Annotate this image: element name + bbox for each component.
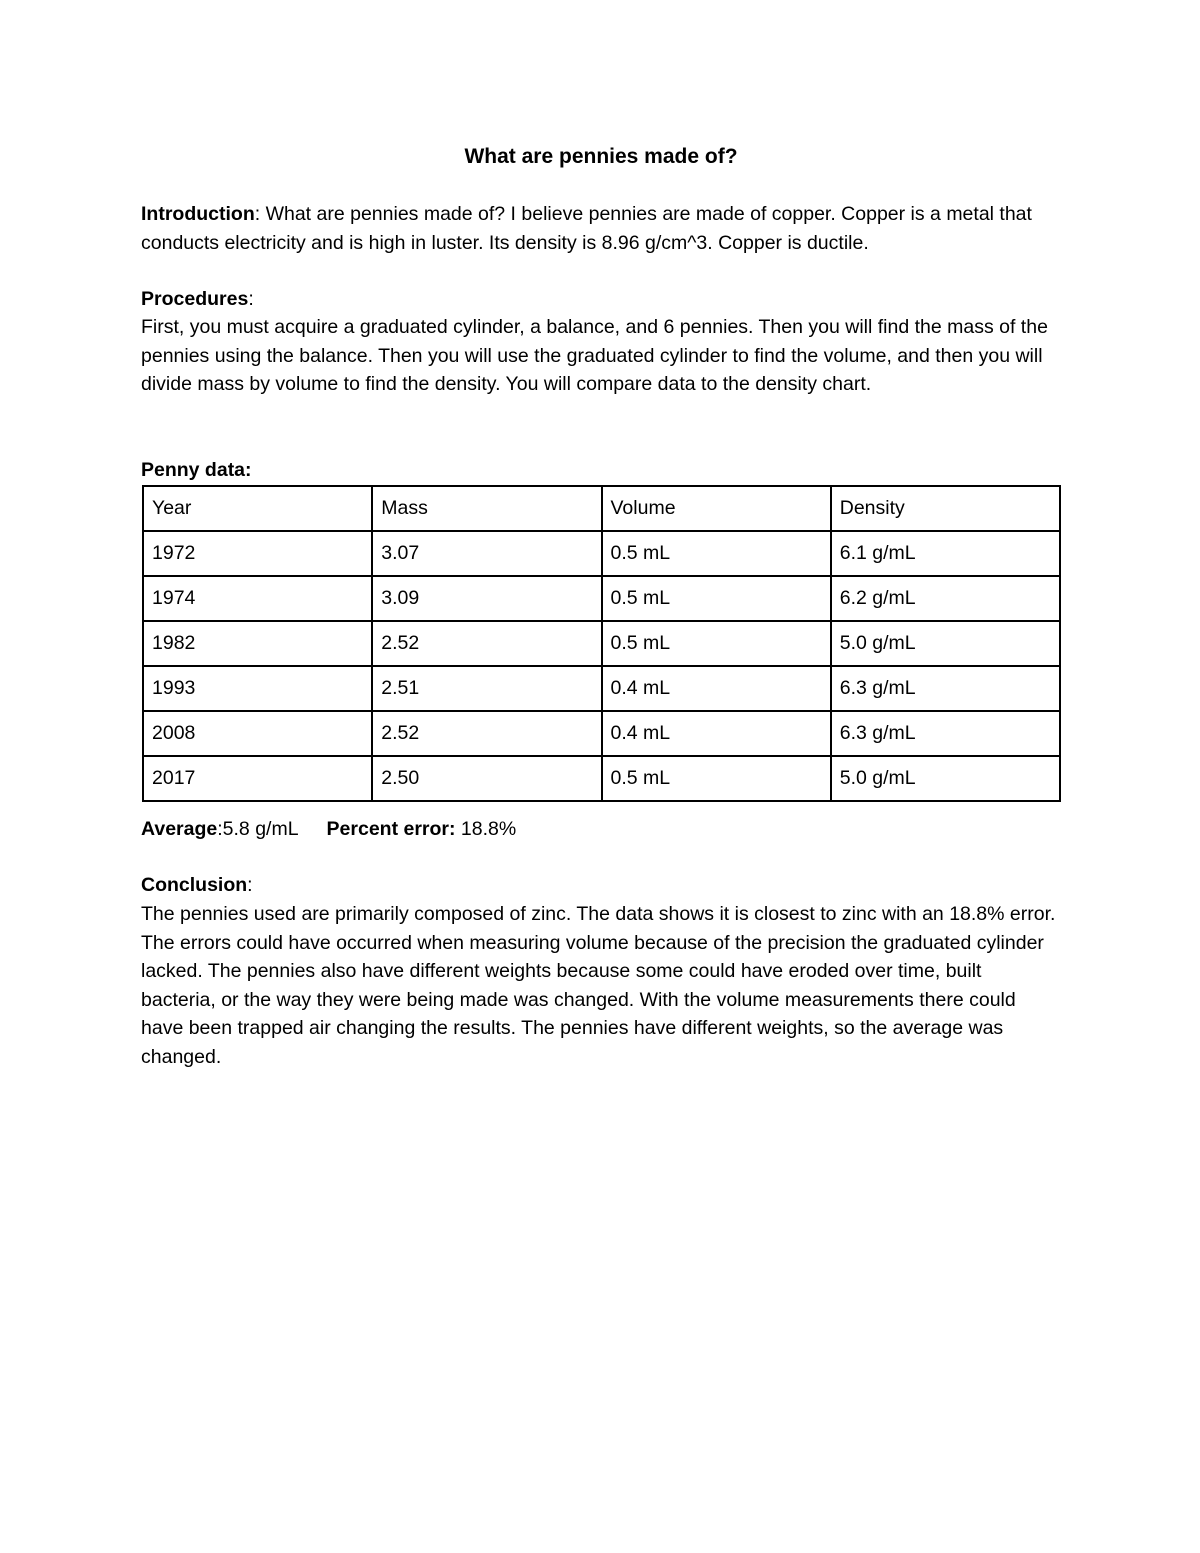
conclusion-text: The pennies used are primarily composed of zinc. The data shows it is closest to zinc with an 18.8% error. The errors could have occurred when measuring volume because of the precision the graduated cylinder lacked. The pennies also have different weights because some could have eroded over time, built bacteria, or the way they were being made was changed. With the volume measurements there could have been trapped air changing the results. The pennies have different weights, so the average was changed. [141,903,1056,1068]
year-cell: 2017 [143,756,372,801]
table-header-cell: Mass [372,486,601,531]
year-cell: 1993 [143,666,372,711]
volume-cell: 0.5 mL [602,531,831,576]
table-row [143,666,1060,711]
table-row [143,621,1060,666]
table-row [143,711,1060,756]
density-cell: 5.0 g/mL [831,621,1060,666]
year-cell: 1972 [143,531,372,576]
mass-cell: 2.52 [372,711,601,756]
procedures-colon: : [248,288,254,310]
volume-cell: 0.4 mL [602,666,831,711]
procedures-label: Procedures [141,288,249,310]
introduction-label: Introduction [141,203,255,225]
table-row [143,756,1060,801]
volume-cell: 0.5 mL [602,576,831,621]
volume-cell: 0.5 mL [602,621,831,666]
mass-cell: 3.07 [372,531,601,576]
penny-data-heading [141,456,1056,485]
average-value: :5.8 g/mL [217,818,299,840]
table-header-cell: Volume [602,486,831,531]
procedures-text: First, you must acquire a graduated cylinder, a balance, and 6 pennies. Then you will find the mass of the pennies using the balance. Then you will use the graduated cylinder to find the volume, and then you will divide mass by volume to find the density. You will compare data to the density chart. [141,316,1048,395]
penny-data-label: Penny data: [141,459,252,481]
table-row [143,531,1060,576]
introduction-text: : What are pennies made of? I believe pennies are made of copper. Copper is a metal that conducts electricity and is high in luster. Its density is 8.96 g/cm^3. Copper is ductile. [141,203,1032,254]
average-label: Average [141,818,218,840]
density-cell: 6.3 g/mL [831,711,1060,756]
document-title: What are pennies made of? [464,145,738,168]
percent-error-value: 18.8% [455,818,517,840]
introduction-paragraph [141,200,1056,257]
percent-error-label: Percent error: [326,818,456,840]
procedures-heading [141,285,1056,314]
mass-cell: 2.50 [372,756,601,801]
table-header-row [143,486,1060,531]
mass-cell: 2.51 [372,666,601,711]
year-cell: 1982 [143,621,372,666]
mass-cell: 3.09 [372,576,601,621]
table-header-cell: Year [143,486,372,531]
mass-cell: 2.52 [372,621,601,666]
year-cell: 2008 [143,711,372,756]
volume-cell: 0.4 mL [602,711,831,756]
table-row [143,576,1060,621]
volume-cell: 0.5 mL [602,756,831,801]
conclusion-colon: : [247,874,253,896]
year-cell: 1974 [143,576,372,621]
penny-data-table [142,485,1061,802]
conclusion-heading [141,871,1056,900]
summary-line [141,815,516,843]
density-cell: 6.2 g/mL [831,576,1060,621]
table-header-cell: Density [831,486,1060,531]
conclusion-label: Conclusion [141,874,248,896]
density-cell: 6.3 g/mL [831,666,1060,711]
density-cell: 6.1 g/mL [831,531,1060,576]
density-cell: 5.0 g/mL [831,756,1060,801]
